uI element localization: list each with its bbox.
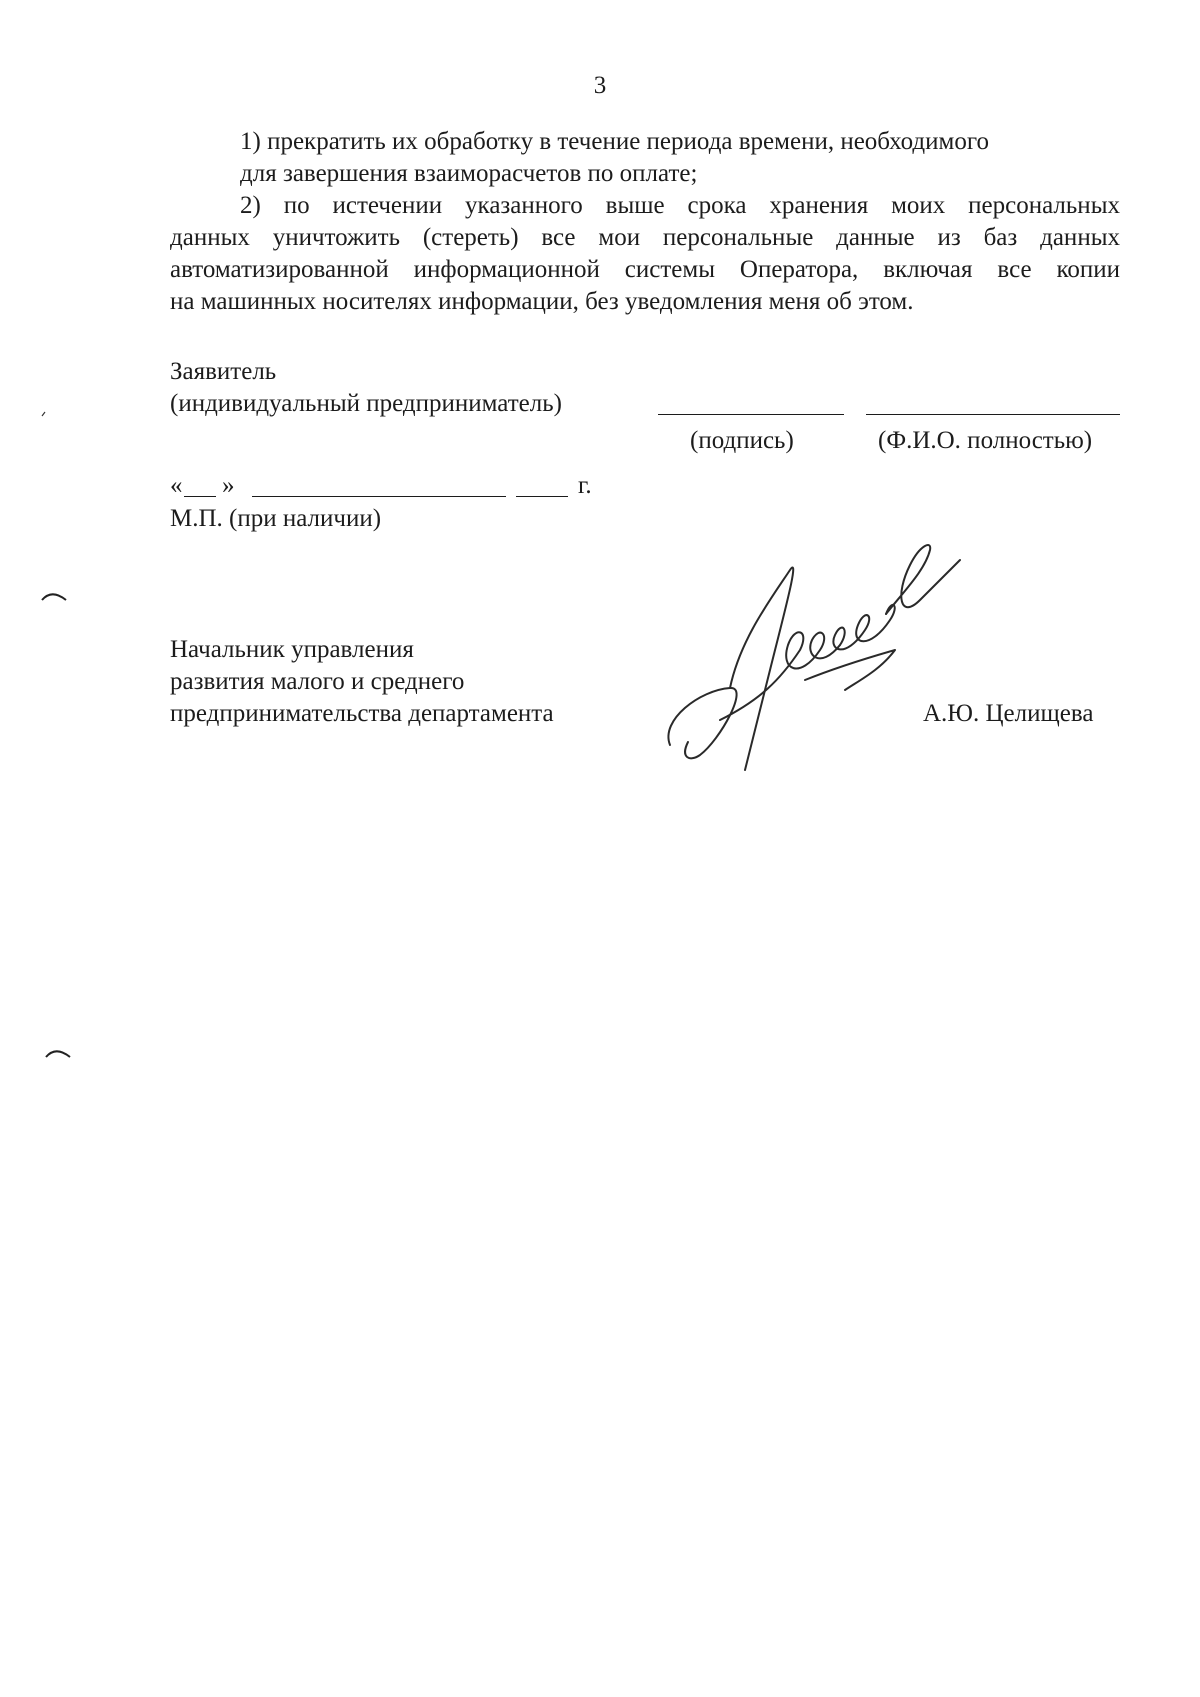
date-day-line [184,496,216,497]
official-name: А.Ю. Целищева [923,700,1094,727]
signature-stroke-right [833,605,894,650]
fullname-line [866,414,1120,415]
year-suffix: г. [578,472,592,499]
signature-stroke-loop [730,568,793,770]
scan-mark-arc-1 [40,590,70,604]
signature-stroke-mid [720,632,840,720]
fullname-caption: (Ф.И.О. полностью) [878,427,1093,454]
official-title-line-1: Начальник управления [170,636,414,663]
applicant-role: (индивидуальный предприниматель) [170,390,562,417]
date-month-line [252,496,506,497]
scan-mark-arc-2 [44,1047,74,1061]
handwritten-signature [660,530,1020,780]
official-title-line-2: развития малого и среднего [170,668,465,695]
official-title-line-3: предпринимательства департамента [170,700,554,727]
item-1-line-1: 1) прекратить их обработку в течение периода времени, необходимого [240,128,989,155]
item-2-line-2: данных уничтожить (стереть) все мои персональные данные из баз данных [170,224,1120,251]
item-2-line-3: автоматизированной информационной системы Оператора, включая все копии [170,256,1120,283]
signature-stroke-flourish [886,545,960,614]
date-open-quote: « [170,472,183,499]
stamp-note: М.П. (при наличии) [170,505,382,532]
signature-stroke-tail [805,650,895,690]
signature-stroke-main [668,688,736,758]
scan-speck [40,410,48,418]
date-year-line [516,496,568,497]
page-number: 3 [593,72,607,99]
item-2-line-4: на машинных носителях информации, без уведомления меня об этом. [170,288,914,315]
date-close-quote: » [222,472,235,499]
signature-line [658,414,844,415]
item-1-line-2: для завершения взаиморасчетов по оплате; [240,160,698,187]
item-2-line-1: 2) по истечении указанного выше срока хранения моих персональных [240,192,1120,219]
applicant-label: Заявитель [170,358,277,385]
signature-caption: (подпись) [690,427,794,454]
